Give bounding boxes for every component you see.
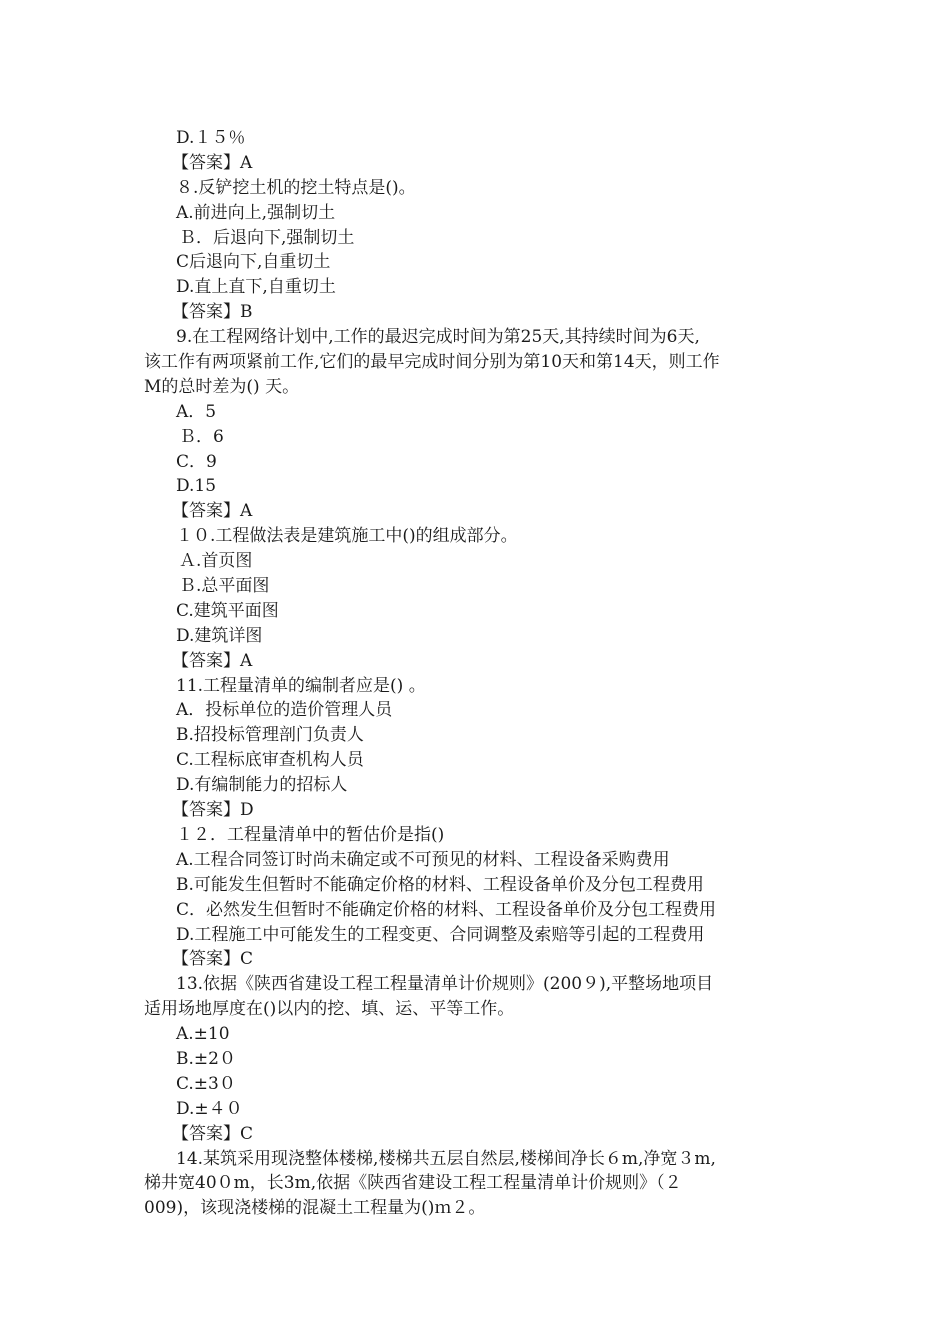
option-b-q12: B.可能发生但暂时不能确定价格的材料、工程设备单价及分包工程费用 xyxy=(176,874,704,895)
option-b-q11: B.招投标管理剖门负责人 xyxy=(176,725,364,746)
question-13-line-2: 适用场地厚度在()以内的挖、填、运、平等工作。 xyxy=(144,999,515,1020)
option-d-q10: D.建筑详图 xyxy=(176,625,263,646)
option-d-q13: D.±４０ xyxy=(176,1098,243,1119)
option-a-q9: A．5 xyxy=(176,401,217,422)
option-c-q10: C.建筑平面图 xyxy=(176,600,279,621)
option-b-q8: Ｂ．后退向下,强制切土 xyxy=(179,227,355,248)
question-9-line-3: M的总时差为() 天。 xyxy=(144,376,300,397)
question-14-line-2: 梯井宽40０m，长3m,依据《陕西省建设工程工程量清单计价规则》（２ xyxy=(144,1173,682,1194)
question-11: 11.工程量清单的编制者应是() 。 xyxy=(176,675,426,696)
option-a-q13: A.±10 xyxy=(176,1024,230,1045)
answer-q13: 【答案】C xyxy=(172,1123,254,1144)
answer-q9: 【答案】A xyxy=(172,501,253,522)
option-c-q13: C.±3０ xyxy=(176,1073,236,1094)
question-9-line-1: 9.在工程网络计划中,工作的最迟完成时间为第25天,其持续时间为6天, xyxy=(176,327,700,348)
option-b-q10: Ｂ.总平面图 xyxy=(179,576,270,597)
question-9-line-2: 该工作有两项紧前工作,它们的最早完成时间分别为第10天和第14天，则工作 xyxy=(144,352,720,373)
option-b-q13: B.±2０ xyxy=(176,1048,236,1069)
answer-q7: 【答案】A xyxy=(172,152,253,173)
option-d-q12: D.工程施工中可能发生的工程变更、合同调整及索赔等引起的工程费用 xyxy=(176,924,705,945)
question-12: １２．工程量清单中的暂估价是指() xyxy=(176,824,445,845)
option-c-q12: C．必然发生但暂时不能确定价格的材料、工程设备单价及分包工程费用 xyxy=(176,899,717,920)
question-13-line-1: 13.依据《陕西省建设工程工程量清单计价规则》(200９),平整场地项目 xyxy=(176,974,714,995)
answer-q10: 【答案】A xyxy=(172,650,253,671)
answer-q8: 【答案】B xyxy=(172,302,253,323)
document-body xyxy=(144,126,824,1221)
option-d-q7: D.１５％ xyxy=(176,128,246,148)
question-14-line-3: 009)，该现浇楼梯的混凝土工程量为()ｍ２。 xyxy=(144,1198,486,1219)
option-d-q9: D.15 xyxy=(176,476,217,497)
option-b-q9: Ｂ．6 xyxy=(179,426,224,447)
option-c-q8: C后退向下,自重切土 xyxy=(176,252,331,273)
option-d-q8: D.直上直下,自重切土 xyxy=(176,277,336,298)
option-c-q11: C.工程标底审查机构人员 xyxy=(176,750,364,771)
option-a-q11: A．投标单位的造价管理人员 xyxy=(176,700,393,721)
question-10: １０.工程做法表是建筑施工中()的组成部分。 xyxy=(176,526,518,547)
question-8: ８.反铲挖土机的挖土特点是()。 xyxy=(176,177,416,198)
option-d-q11: D.有编制能力的招标人 xyxy=(176,775,348,796)
answer-q12: 【答案】C xyxy=(172,949,254,970)
answer-q11: 【答案】D xyxy=(172,800,254,821)
question-14-line-1: 14.某筑采用现浇整体楼梯,楼梯共五层自然层,楼梯间净长６m,净宽３m, xyxy=(176,1148,716,1169)
option-a-q12: A.工程合同签订时尚未确定或不可预见的材料、工程设备采购费用 xyxy=(176,849,670,870)
option-a-q10: Ａ.首页图 xyxy=(179,551,253,572)
option-a-q8: A.前进向上,强制切土 xyxy=(176,202,336,223)
option-c-q9: C．9 xyxy=(176,451,217,472)
